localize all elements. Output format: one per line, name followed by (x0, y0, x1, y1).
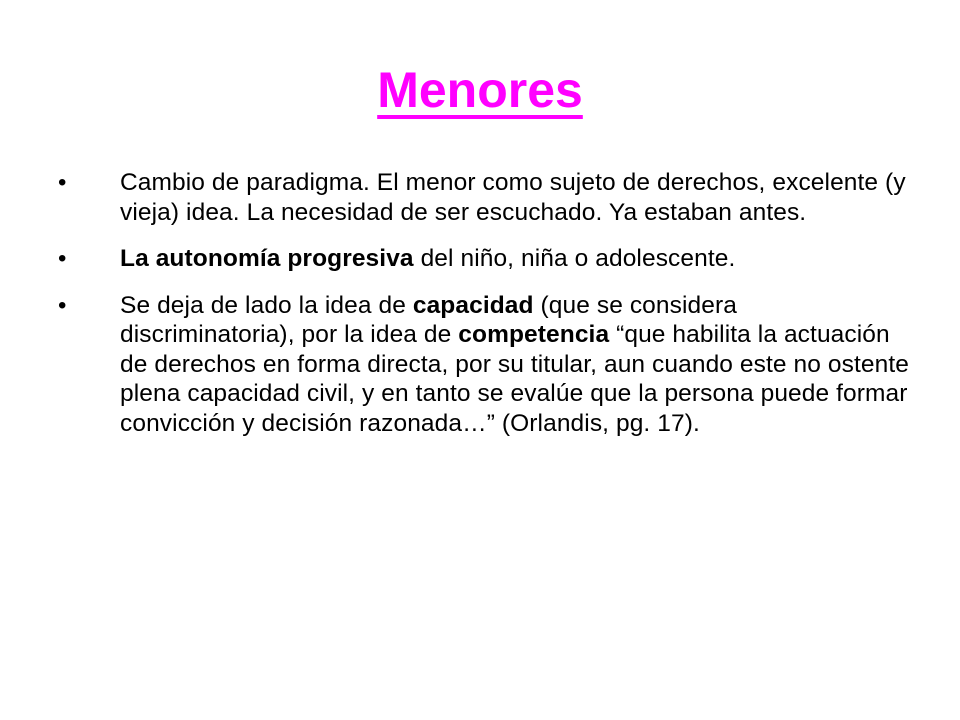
bullet-segment: Se deja de lado la idea de (120, 291, 413, 319)
bullet-item (0, 244, 910, 274)
bullet-segment-bold: La autonomía progresiva (120, 245, 414, 272)
bullet-text (120, 245, 735, 272)
bullet-dot-icon: • (58, 291, 67, 319)
bullet-segment: Cambio de paradigma. El menor como sujeto de derechos, excelente (y vieja) idea. La necesidad de ser escuchado. Ya estaban antes. (120, 169, 906, 226)
bullet-segment: “que habilita la actuación de derechos en forma directa, por su titular, aun cuando este no ostente plena capacidad civil, y en tanto se evalúe que la persona puede formar convicción y decisión razonada…” (Orlandis, pg. 17). (120, 321, 909, 437)
slide-title-text: Menores (377, 62, 583, 118)
bullet-segment: del niño, niña o adolescente. (413, 245, 736, 272)
bullet-item (0, 291, 910, 439)
bullet-text (120, 169, 906, 226)
bullet-segment-bold: competencia (458, 321, 610, 348)
bullet-segment-bold: capacidad (412, 291, 534, 319)
bullet-dot-icon: • (58, 245, 67, 272)
bullet-text (120, 292, 909, 437)
bullet-segment: (que se considera discriminatoria), por la idea de (120, 291, 737, 348)
bullet-list (0, 168, 960, 455)
slide-title (0, 58, 960, 122)
bullet-dot-icon: • (58, 169, 67, 196)
bullet-item (0, 168, 910, 227)
